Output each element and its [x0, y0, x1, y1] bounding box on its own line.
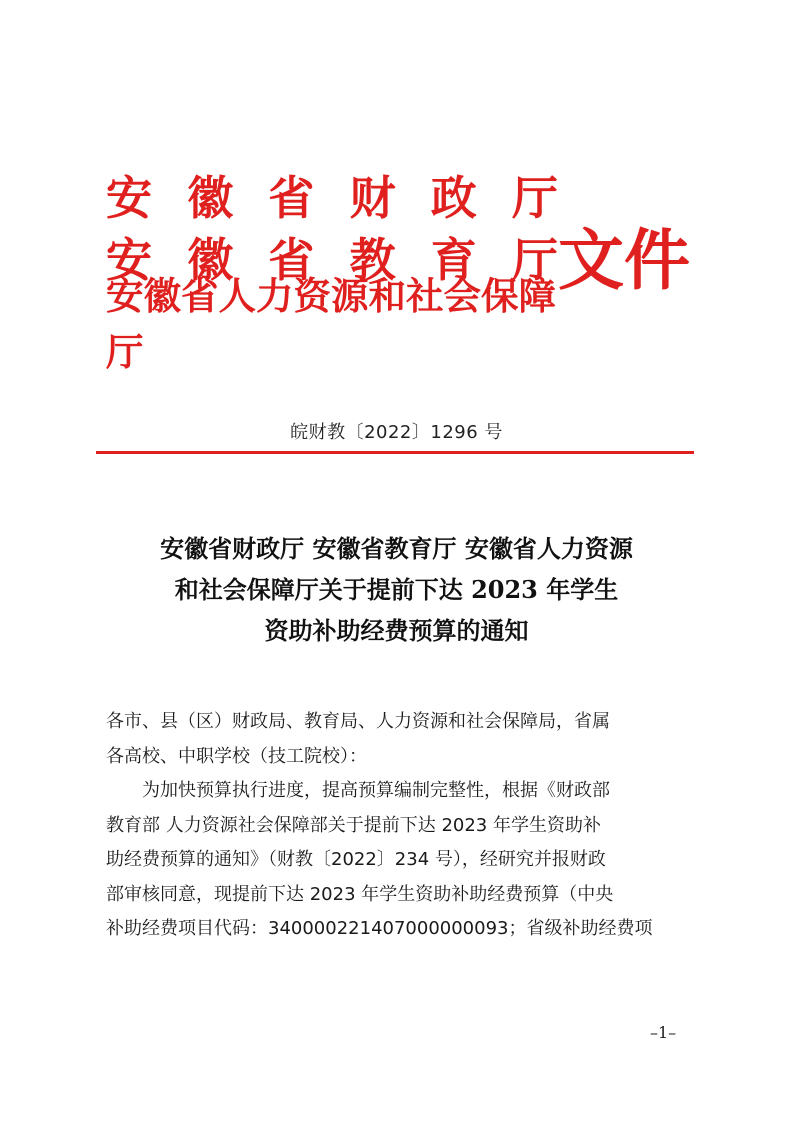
- body-line: 各高校、中职学校（技工院校）：: [106, 745, 367, 767]
- title-line: 和社会保障厅关于提前下达 2023 年学生: [174, 575, 619, 604]
- doc-type-label: 文件: [558, 221, 690, 299]
- body-line: 补助经费项目代码：340000221407000000093；省级补助经费项: [106, 918, 653, 939]
- body-line: 部审核同意，现提前下达 2023 年学生资助补助经费预算（中央: [106, 883, 614, 905]
- page-number: –1–: [650, 1023, 677, 1042]
- org-name-finance: 安 徽 省 财 政 厅: [106, 171, 558, 225]
- document-body: [106, 705, 692, 947]
- title-line: 资助补助经费预算的通知: [264, 616, 529, 645]
- org-name-education: 安 徽 省 教 育 厅: [106, 233, 558, 287]
- org-name-hrss: 安徽省人力资源和社会保障厅: [106, 274, 556, 374]
- body-line: 教育部 人力资源社会保障部关于提前下达 2023 年学生资助补: [106, 814, 601, 836]
- body-line: 助经费预算的通知》（财教〔2022〕234 号），经研究并报财政: [106, 849, 606, 870]
- title-line: 安徽省财政厅 安徽省教育厅 安徽省人力资源: [160, 534, 633, 563]
- letterhead: [106, 170, 706, 374]
- document-title: [70, 528, 723, 651]
- body-line: 为加快预算执行进度，提高预算编制完整性，根据《财政部: [142, 780, 610, 801]
- document-number: 皖财教〔2022〕1296 号: [290, 422, 503, 443]
- body-line: 各市、县（区）财政局、教育局、人力资源和社会保障局，省属: [106, 711, 610, 732]
- red-divider-line: [96, 451, 694, 454]
